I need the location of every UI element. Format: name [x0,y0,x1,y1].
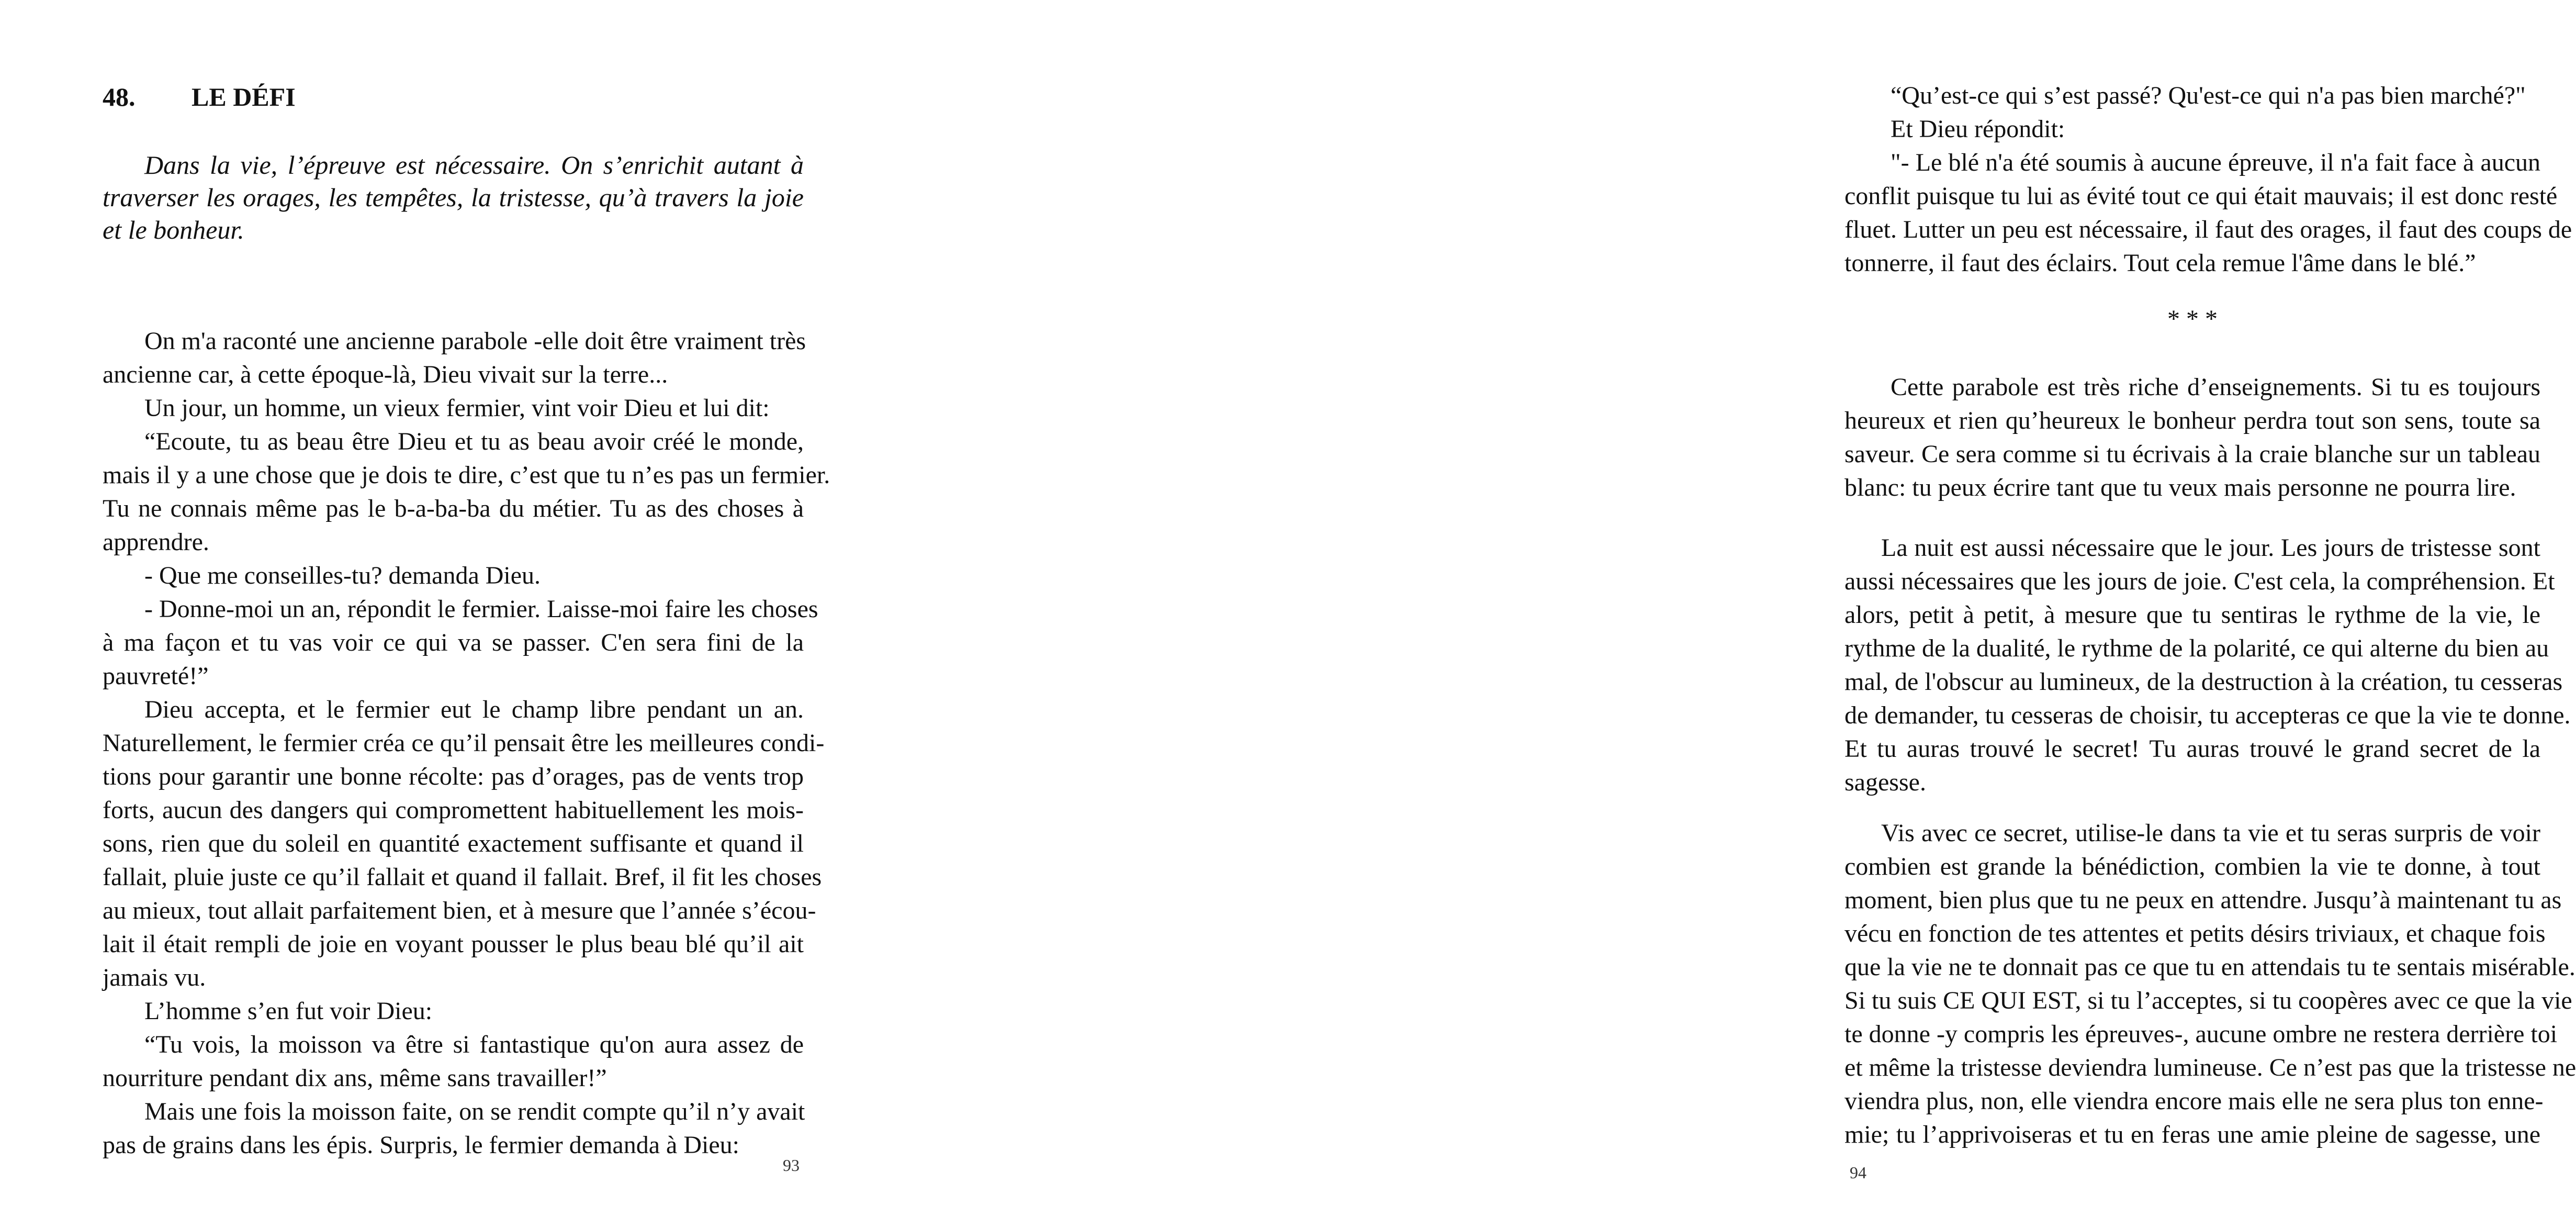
text-line: pas de grains dans les épis. Surpris, le fermier demanda à Dieu: [103,1131,739,1159]
text-line: - Donne-moi un an, répondit le fermier. Laisse-moi faire les choses [144,595,818,623]
text-line: Vis avec ce secret, utilise-le dans ta vie et tu seras surpris de voir [1881,819,2540,847]
text-line: Tu ne connais même pas le b-a-ba-ba du métier. Tu as des choses à [103,495,804,522]
text-line: - Que me conseilles-tu? demanda Dieu. [144,562,541,589]
text-line: sons, rien que du soleil en quantité exactement suffisante et quand il [103,830,804,857]
text-line: Cette parabole est très riche d’enseignements. Si tu es toujours [1891,373,2540,401]
text-line: fluet. Lutter un peu est nécessaire, il faut des orages, il faut des coups de [1844,216,2572,243]
text-line: ancienne car, à cette époque-là, Dieu vivait sur la terre... [103,361,668,388]
page-number: 93 [783,1156,800,1175]
text-line: te donne -y compris les épreuves-, aucune ombre ne restera derrière toi [1844,1020,2558,1048]
text-line: à ma façon et tu vas voir ce qui va se passer. C'en sera fini de la [103,629,804,656]
text-line: apprendre. [103,528,209,556]
text-line: que la vie ne te donnait pas ce que tu en attendais tu te sentais misérable. [1844,953,2575,981]
text-line: moment, bien plus que tu ne peux en attendre. Jusqu’à maintenant tu as [1844,886,2562,914]
text-line: tonnerre, il faut des éclairs. Tout cela remue l'âme dans le blé.” [1844,249,2476,277]
paragraph [1844,371,2540,505]
section-separator [1844,303,2540,336]
text-line: Et Dieu répondit: [1891,115,2065,143]
text-line: mais il y a une chose que je dois te dire, c’est que tu n’es pas un fermier. [103,461,830,489]
text-line: heureux et rien qu’heureux le bonheur perdra tout son sens, toute sa [1844,407,2540,434]
text-line: rythme de la dualité, le rythme de la polarité, ce qui alterne du bien au [1844,634,2549,662]
separator-stars: * * * [2167,305,2218,333]
text-line: sagesse. [1844,768,1926,796]
text-line: lait il était rempli de joie en voyant pousser le plus beau blé qu’il ait [103,930,804,958]
text-line: combien est grande la bénédiction, combien la vie te donne, à tout [1844,853,2540,880]
text-line: blanc: tu peux écrire tant que tu veux mais personne ne pourra lire. [1844,474,2516,501]
text-line: vécu en fonction de tes attentes et petits désirs triviaux, et chaque fois [1844,920,2546,947]
text-line: "- Le blé n'a été soumis à aucune épreuve, il n'a fait face à aucun [1891,149,2540,176]
text-line: La nuit est aussi nécessaire que le jour. Les jours de tristesse sont [1881,534,2540,562]
text-line: “Qu’est-ce qui s’est passé? Qu'est-ce qui n'a pas bien marché?" [1891,82,2526,109]
text-line: “Tu vois, la moisson va être si fantastique qu'on aura assez de [144,1031,804,1058]
text-line: mie; tu l’apprivoiseras et tu en feras une amie pleine de sagesse, une [1844,1121,2540,1148]
epigraph [103,149,804,246]
epigraph-line: traverser les orages, les tempêtes, la tristesse, qu’à travers la joie [103,183,804,212]
right-page [879,0,2576,1228]
chapter-heading [103,79,296,115]
paragraph [1844,817,2576,1152]
left-body-text [103,325,830,1162]
text-line: au mieux, tout allait parfaitement bien, et à mesure que l’année s’écou- [103,897,816,924]
text-line: pauvreté!” [103,662,209,690]
text-line: Mais une fois la moisson faite, on se rendit compte qu’il n’y avait [144,1098,805,1125]
chapter-title: LE DÉFI [192,82,296,111]
paragraph [1844,531,2571,799]
text-line: viendra plus, non, elle viendra encore mais elle ne sera plus ton enne- [1844,1087,2544,1115]
text-line: conflit puisque tu lui as évité tout ce qui était mauvais; il est donc resté [1844,182,2558,210]
text-line: mal, de l'obscur au lumineux, de la destruction à la création, tu cesseras [1844,668,2563,696]
text-line: L’homme s’en fut voir Dieu: [144,997,433,1025]
text-line: “Ecoute, tu as beau être Dieu et tu as beau avoir créé le monde, [144,428,804,455]
text-line: Si tu suis CE QUI EST, si tu l’acceptes, si tu coopères avec ce que la vie [1844,987,2572,1014]
text-line: aussi nécessaires que les jours de joie. C'est cela, la compréhension. Et [1844,567,2555,595]
text-line: saveur. Ce sera comme si tu écrivais à la craie blanche sur un tableau [1844,440,2540,468]
text-line: Dieu accepta, et le fermier eut le champ libre pendant un an. [144,696,804,723]
epigraph-line: Dans la vie, l’épreuve est nécessaire. On s’enrichit autant à [144,150,804,180]
page-number: 94 [1850,1163,1866,1182]
chapter-number: 48. [103,82,136,111]
text-line: de demander, tu cesseras de choisir, tu accepteras ce que la vie te donne. [1844,701,2571,729]
text-line: Et tu auras trouvé le secret! Tu auras trouvé le grand secret de la [1844,735,2540,763]
text-line: forts, aucun des dangers qui compromettent habituellement les mois- [103,796,804,824]
text-line: alors, petit à petit, à mesure que tu sentiras le rythme de la vie, le [1844,601,2540,629]
text-line: tions pour garantir une bonne récolte: pas d’orages, pas de vents trop [103,763,804,790]
text-line: fallait, pluie juste ce qu’il fallait et quand il fallait. Bref, il fit les choses [103,863,822,891]
left-page [0,0,879,1228]
right-top-text [1844,79,2572,280]
text-line: jamais vu. [103,964,206,991]
text-line: Naturellement, le fermier créa ce qu’il pensait être les meilleures condi- [103,729,825,757]
text-line: Un jour, un homme, un vieux fermier, vint voir Dieu et lui dit: [144,394,770,422]
epigraph-line: et le bonheur. [103,215,244,244]
text-line: On m'a raconté une ancienne parabole -elle doit être vraiment très [144,327,806,355]
text-line: et même la tristesse deviendra lumineuse. Ce n’est pas que la tristesse ne [1844,1054,2576,1081]
text-line: nourriture pendant dix ans, même sans travailler!” [103,1064,607,1092]
